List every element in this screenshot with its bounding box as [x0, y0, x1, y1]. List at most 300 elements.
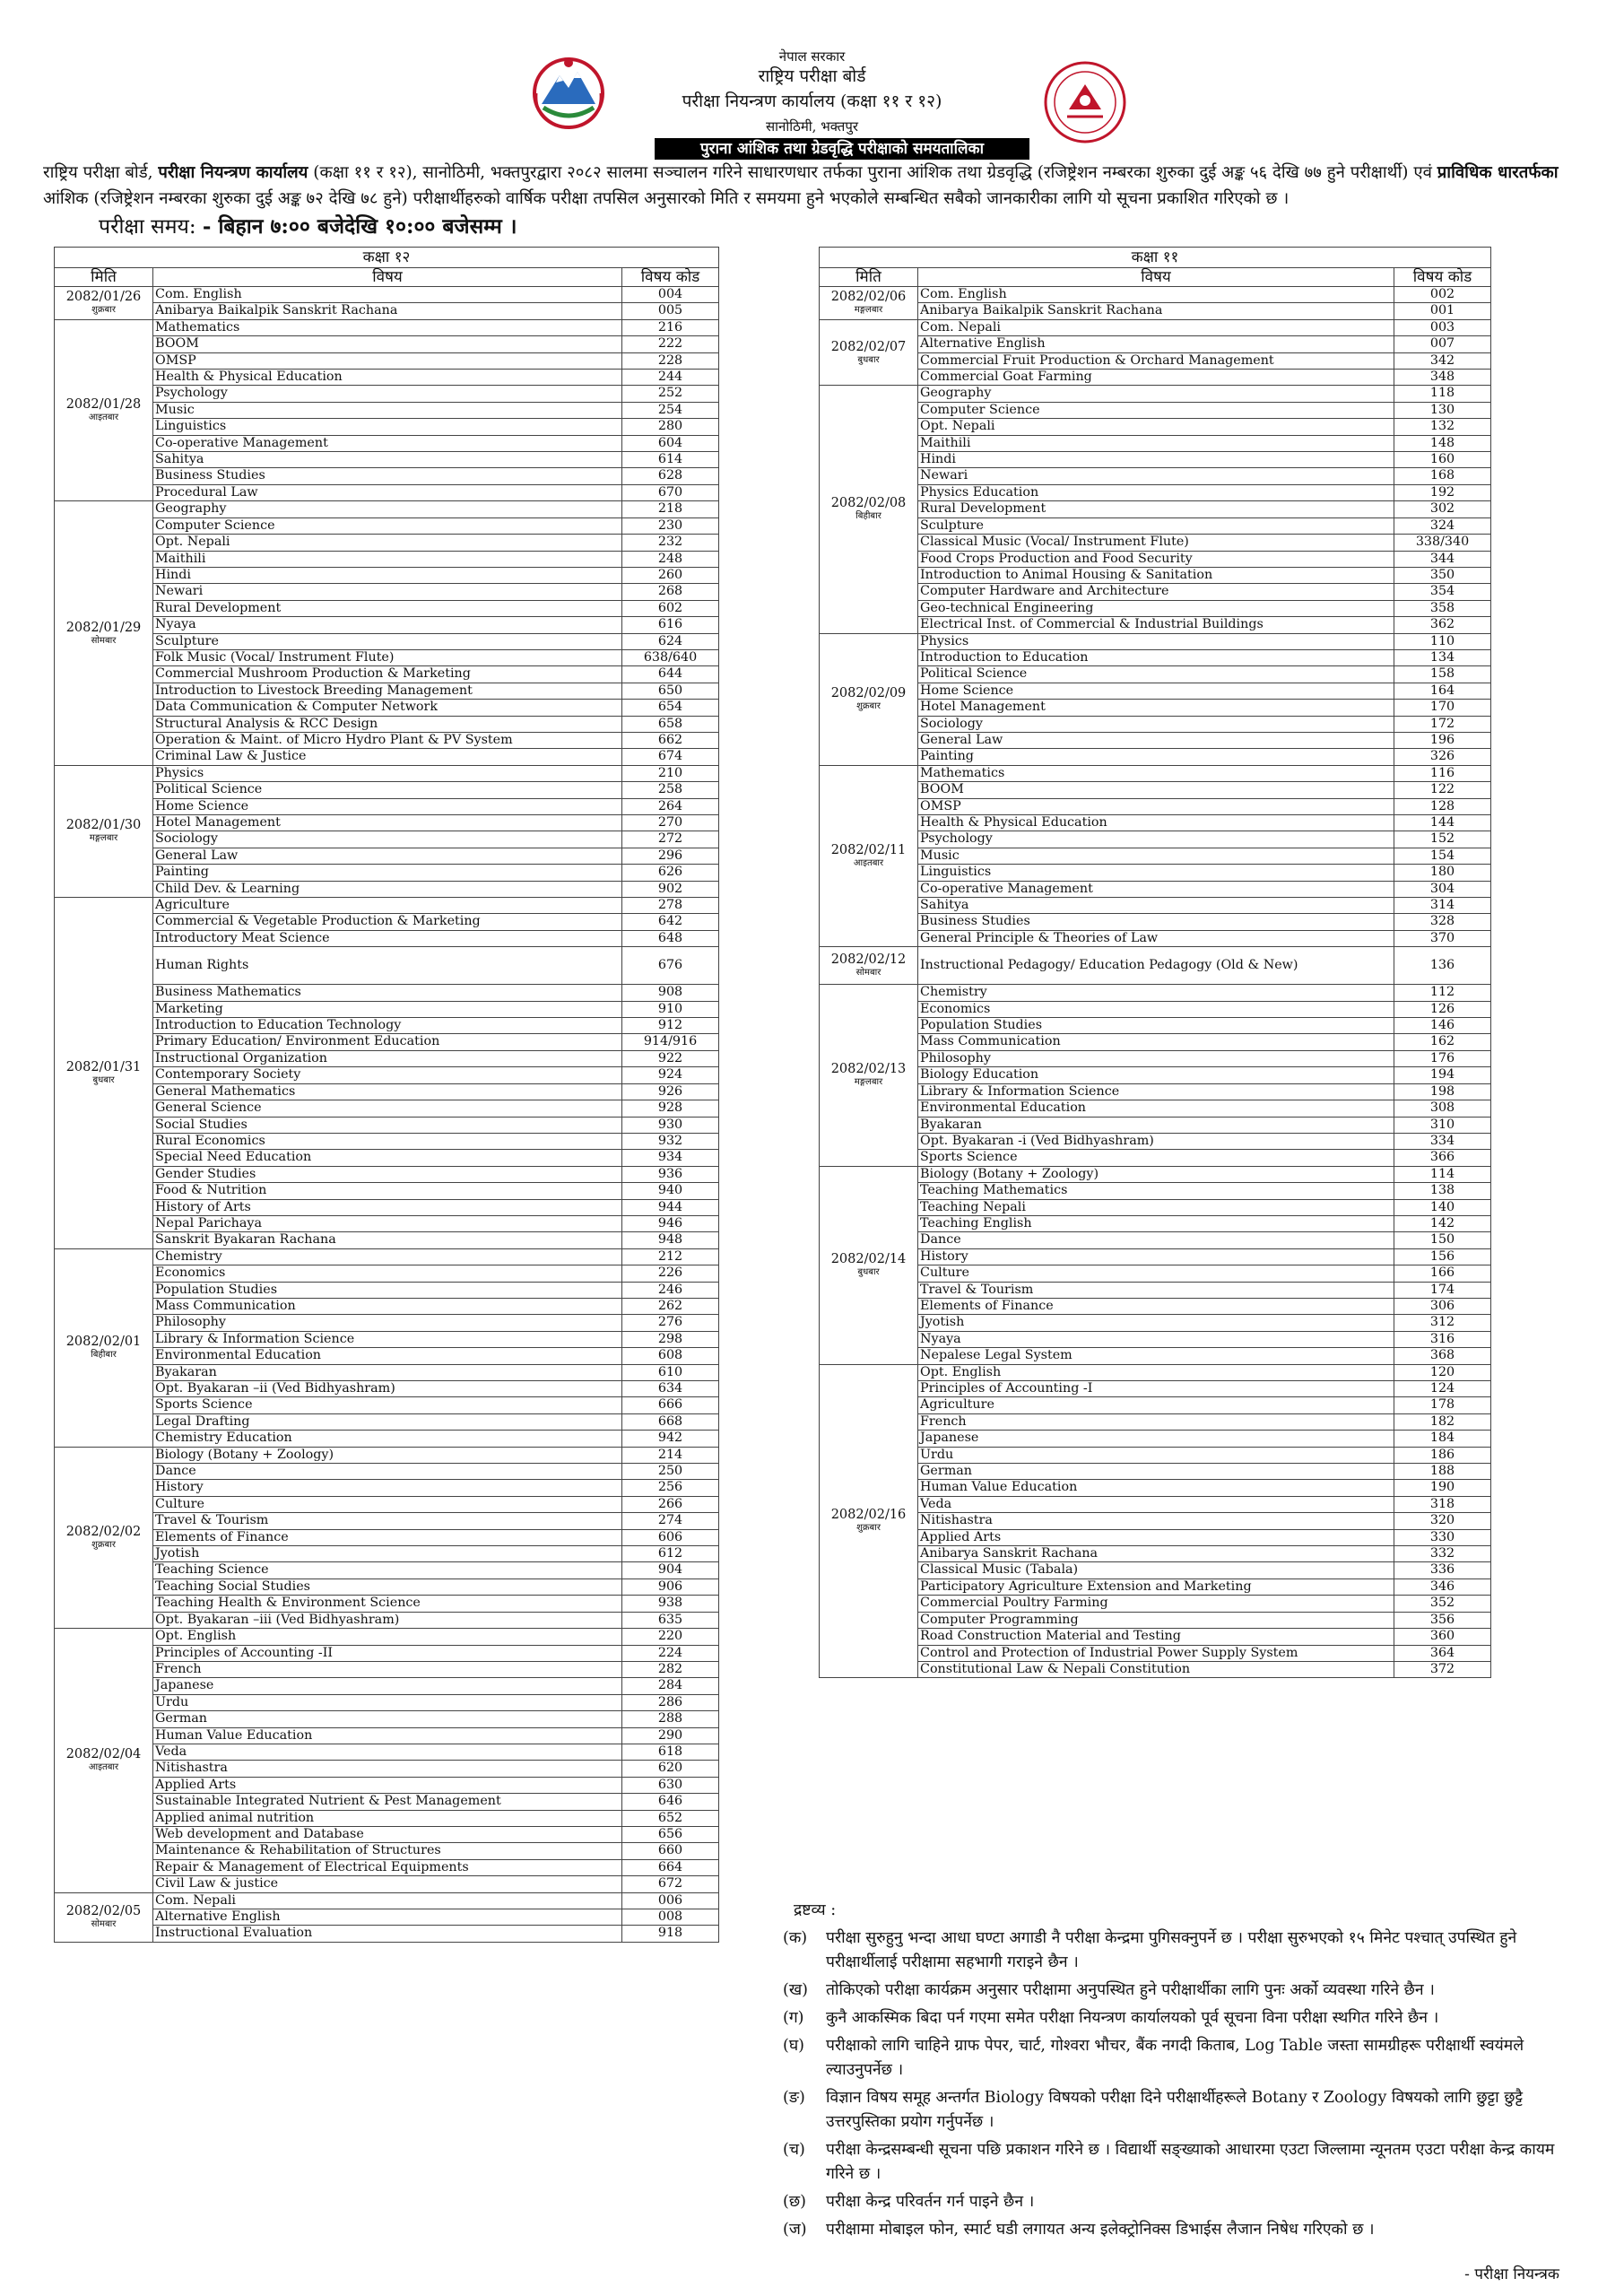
date-cell	[820, 633, 918, 765]
table-row	[820, 1612, 1491, 1628]
subject-cell: Teaching Health & Environment Science	[153, 1596, 622, 1612]
notes-section	[783, 1899, 1572, 2242]
table-row	[55, 1315, 719, 1331]
code-cell: 328	[1394, 914, 1491, 930]
code-cell: 326	[1394, 749, 1491, 765]
subject-cell: Mathematics	[153, 319, 622, 335]
subject-cell: Mass Communication	[153, 1298, 622, 1314]
code-cell: 902	[622, 881, 719, 897]
code-cell: 134	[1394, 649, 1491, 665]
table-row	[820, 468, 1491, 484]
code-cell: 648	[622, 930, 719, 946]
code-cell: 162	[1394, 1034, 1491, 1050]
weekday: मङ्गलबार	[89, 833, 118, 844]
code-cell: 136	[1394, 947, 1491, 985]
code-cell: 216	[622, 319, 719, 335]
note-label: (ङ)	[783, 2089, 805, 2107]
code-cell: 642	[622, 914, 719, 930]
table-row	[55, 1859, 719, 1875]
weekday: आइतबार	[88, 413, 119, 423]
table-row	[820, 633, 1491, 649]
code-cell: 222	[622, 336, 719, 352]
table-row	[820, 319, 1491, 335]
table-row	[55, 1678, 719, 1694]
code-cell: 928	[622, 1100, 719, 1117]
subject-cell: OMSP	[918, 798, 1394, 814]
subject-cell: Geography	[153, 501, 622, 517]
table-row	[55, 1578, 719, 1595]
code-cell: 602	[622, 600, 719, 616]
table-row	[55, 1744, 719, 1760]
subject-cell: Principles of Accounting -II	[153, 1645, 622, 1661]
code-cell: 003	[1394, 319, 1491, 335]
subject-cell: Sports Science	[153, 1397, 622, 1413]
code-cell: 334	[1394, 1133, 1491, 1149]
code-cell: 122	[1394, 782, 1491, 798]
code-cell: 346	[1394, 1578, 1491, 1595]
subject-cell: Maithili	[918, 435, 1394, 451]
subject-cell: Primary Education/ Environment Education	[153, 1034, 622, 1050]
code-cell: 150	[1394, 1232, 1491, 1248]
code-cell: 904	[622, 1562, 719, 1578]
subject-cell: Computer Science	[153, 517, 622, 534]
table-row	[55, 1050, 719, 1066]
subject-cell: Applied Arts	[918, 1529, 1394, 1545]
subject-cell: Hindi	[918, 452, 1394, 468]
note-label: (ख)	[783, 1981, 808, 1999]
subject-cell: Elements of Finance	[918, 1298, 1394, 1314]
code-cell: 922	[622, 1050, 719, 1066]
code-cell: 001	[1394, 303, 1491, 319]
code-cell: 672	[622, 1876, 719, 1892]
table-row	[55, 649, 719, 665]
code-cell: 324	[1394, 517, 1491, 534]
table-row	[820, 567, 1491, 583]
code-cell: 266	[622, 1496, 719, 1512]
subject-cell: Nitishastra	[918, 1513, 1394, 1529]
table-row	[820, 1464, 1491, 1480]
code-cell: 256	[622, 1480, 719, 1496]
table-row	[820, 617, 1491, 633]
code-cell: 250	[622, 1464, 719, 1480]
table-row	[55, 419, 719, 435]
table-row	[55, 1282, 719, 1298]
notes-heading: द्रष्टव्य :	[794, 1901, 837, 1919]
note-text: तोकिएको परीक्षा कार्यक्रम अनुसार परीक्षामा अनुपस्थित हुने परीक्षार्थीका लागि पुनः अर्को व्यवस्था गरिने छैन ।	[826, 1981, 1435, 1999]
subject-cell: Opt. Byakaran –iii (Ved Bidhyashram)	[153, 1612, 622, 1628]
exam-date: 2082/02/11	[830, 843, 907, 858]
subject-cell: Psychology	[918, 831, 1394, 848]
subject-cell: Painting	[153, 865, 622, 881]
subject-cell: Newari	[918, 468, 1394, 484]
table-row	[820, 1331, 1491, 1347]
table-row	[55, 732, 719, 748]
table-row	[820, 501, 1491, 517]
weekday: शुक्रबार	[856, 701, 881, 712]
subject-cell: Classical Music (Tabala)	[918, 1562, 1394, 1578]
weekday: आइतबार	[88, 1762, 119, 1773]
note-text: परीक्षामा मोबाइल फोन, स्मार्ट घडी लगायत अन्य इलेक्ट्रोनिक्स डिभाईस लैजान निषेध गरिएको छ ।	[826, 2221, 1375, 2239]
code-cell: 306	[1394, 1298, 1491, 1314]
code-cell: 180	[1394, 865, 1491, 881]
column-header-subject: विषय	[918, 268, 1394, 287]
table-row	[55, 798, 719, 814]
code-cell: 192	[1394, 484, 1491, 500]
code-cell: 198	[1394, 1083, 1491, 1100]
code-cell: 635	[622, 1612, 719, 1628]
code-cell: 264	[622, 798, 719, 814]
code-cell: 152	[1394, 831, 1491, 848]
code-cell: 370	[1394, 930, 1491, 946]
code-cell: 138	[1394, 1183, 1491, 1199]
table-row	[820, 535, 1491, 551]
code-cell: 120	[1394, 1364, 1491, 1380]
subject-cell: Anibarya Baikalpik Sanskrit Rachana	[153, 303, 622, 319]
subject-cell: Participatory Agriculture Extension and Marketing	[918, 1578, 1394, 1595]
code-cell: 910	[622, 1001, 719, 1017]
subject-cell: Com. English	[918, 287, 1394, 303]
table-row	[820, 765, 1491, 781]
code-cell: 336	[1394, 1562, 1491, 1578]
code-cell: 316	[1394, 1331, 1491, 1347]
subject-cell: Culture	[153, 1496, 622, 1512]
date-cell	[55, 1629, 153, 1893]
table-row	[55, 848, 719, 864]
column-header-code: विषय कोड	[622, 268, 719, 287]
table-row	[55, 700, 719, 716]
code-cell: 246	[622, 1282, 719, 1298]
subject-cell: Mass Communication	[918, 1034, 1394, 1050]
subject-cell: Co-operative Management	[918, 881, 1394, 897]
subject-cell: Health & Physical Education	[153, 370, 622, 386]
code-cell: 228	[622, 352, 719, 369]
subject-cell: Nitishastra	[153, 1761, 622, 1777]
subject-cell: Introductory Meat Science	[153, 930, 622, 946]
date-cell	[55, 765, 153, 897]
table-row	[55, 1133, 719, 1149]
code-cell: 148	[1394, 435, 1491, 451]
subject-cell: Civil Law & justice	[153, 1876, 622, 1892]
signature: - परीक्षा नियन्त्रक	[1464, 2266, 1559, 2283]
code-cell: 184	[1394, 1431, 1491, 1447]
exam-date: 2082/01/31	[65, 1059, 142, 1074]
table-row	[820, 985, 1491, 1001]
table-row	[55, 1496, 719, 1512]
table-row	[820, 287, 1491, 303]
table-row	[55, 501, 719, 517]
code-cell: 912	[622, 1018, 719, 1034]
code-cell: 668	[622, 1413, 719, 1430]
table-row	[820, 1298, 1491, 1314]
table-row	[55, 1034, 719, 1050]
subject-cell: Environmental Education	[918, 1100, 1394, 1117]
code-cell: 658	[622, 716, 719, 732]
table-row	[820, 749, 1491, 765]
code-cell: 314	[1394, 898, 1491, 914]
subject-cell: Chemistry Education	[153, 1431, 622, 1447]
code-cell: 630	[622, 1777, 719, 1793]
date-cell	[820, 765, 918, 946]
code-cell: 232	[622, 535, 719, 551]
subject-cell: Sahitya	[153, 452, 622, 468]
column-header-date: मिति	[820, 268, 918, 287]
code-cell: 918	[622, 1926, 719, 1942]
code-cell: 662	[622, 732, 719, 748]
subject-cell: Introduction to Education Technology	[153, 1018, 622, 1034]
code-cell: 274	[622, 1513, 719, 1529]
subject-cell: Data Communication & Computer Network	[153, 700, 622, 716]
table-row	[820, 435, 1491, 451]
code-cell: 214	[622, 1447, 719, 1463]
table-row	[55, 1546, 719, 1562]
exam-date: 2082/02/13	[830, 1062, 907, 1077]
table-row	[55, 1413, 719, 1430]
table-row	[55, 716, 719, 732]
code-cell: 126	[1394, 1001, 1491, 1017]
subject-cell: Linguistics	[153, 419, 622, 435]
code-cell: 178	[1394, 1397, 1491, 1413]
subject-cell: Hotel Management	[153, 815, 622, 831]
code-cell: 154	[1394, 848, 1491, 864]
code-cell: 296	[622, 848, 719, 864]
table-row	[820, 1018, 1491, 1034]
subject-cell: Veda	[918, 1496, 1394, 1512]
code-cell: 190	[1394, 1480, 1491, 1496]
subject-cell: Veda	[153, 1744, 622, 1760]
table-row	[55, 1018, 719, 1034]
subject-cell: Home Science	[153, 798, 622, 814]
grade12-schedule-table	[54, 247, 719, 1943]
subject-cell: Chemistry	[153, 1248, 622, 1265]
table-row	[55, 1926, 719, 1942]
subject-cell: Business Mathematics	[153, 985, 622, 1001]
code-cell: 110	[1394, 633, 1491, 649]
table-row	[55, 1215, 719, 1231]
code-cell: 660	[622, 1843, 719, 1859]
table-row	[820, 600, 1491, 616]
office-address: सानोठिमी, भक्तपुर	[765, 118, 859, 135]
table-row	[820, 303, 1491, 319]
code-cell: 230	[622, 517, 719, 534]
subject-cell: Nepalese Legal System	[918, 1348, 1394, 1364]
table-row	[55, 1876, 719, 1892]
table-row	[820, 1232, 1491, 1248]
table-row	[55, 517, 719, 534]
subject-cell: Travel & Tourism	[153, 1513, 622, 1529]
subject-cell: Travel & Tourism	[918, 1282, 1394, 1298]
table-row	[55, 1397, 719, 1413]
subject-cell: Constitutional Law & Nepali Constitution	[918, 1661, 1394, 1677]
subject-cell: Alternative English	[153, 1909, 622, 1926]
table-row	[55, 633, 719, 649]
table-row	[820, 732, 1491, 748]
table-row	[820, 1629, 1491, 1645]
code-cell: 318	[1394, 1496, 1491, 1512]
exam-date: 2082/02/01	[65, 1335, 142, 1350]
table-row	[55, 1083, 719, 1100]
subject-cell: Social Studies	[153, 1117, 622, 1133]
table-row	[820, 1133, 1491, 1149]
table-row	[55, 303, 719, 319]
office-title: परीक्षा नियन्त्रण कार्यालय (कक्षा ११ र १२)	[682, 91, 942, 111]
grade11-schedule-table	[819, 247, 1491, 1678]
code-cell: 320	[1394, 1513, 1491, 1529]
code-cell: 936	[622, 1166, 719, 1182]
table-row	[55, 386, 719, 402]
weekday: शुक्रबार	[91, 1539, 116, 1550]
weekday: बिहीबार	[91, 1350, 117, 1361]
table-row	[55, 1513, 719, 1529]
note-item	[783, 2218, 1572, 2242]
table-row	[820, 649, 1491, 665]
subject-cell: General Law	[918, 732, 1394, 748]
subject-cell: Maithili	[153, 551, 622, 567]
code-cell: 270	[622, 815, 719, 831]
table-row	[55, 370, 719, 386]
code-cell: 258	[622, 782, 719, 798]
table-row	[55, 749, 719, 765]
subject-cell: Opt. English	[153, 1629, 622, 1645]
note-label: (ज)	[783, 2221, 807, 2239]
exam-date: 2082/01/28	[65, 397, 142, 413]
table-row	[820, 1166, 1491, 1182]
table-row	[55, 1447, 719, 1463]
subject-cell: Alternative English	[918, 336, 1394, 352]
table-row	[820, 484, 1491, 500]
code-cell: 226	[622, 1265, 719, 1282]
code-cell: 350	[1394, 567, 1491, 583]
code-cell: 260	[622, 567, 719, 583]
note-item	[783, 2190, 1572, 2214]
date-cell	[820, 287, 918, 320]
subject-cell: Political Science	[918, 666, 1394, 683]
code-cell: 288	[622, 1711, 719, 1727]
weekday: बुधबार	[857, 1267, 880, 1278]
table-row	[55, 1248, 719, 1265]
code-cell: 666	[622, 1397, 719, 1413]
subject-cell: Physics	[918, 633, 1394, 649]
subject-cell: Hotel Management	[918, 700, 1394, 716]
exam-date: 2082/02/09	[830, 686, 907, 701]
code-cell: 940	[622, 1183, 719, 1199]
table-row	[55, 985, 719, 1001]
code-cell: 170	[1394, 700, 1491, 716]
table-row	[820, 1001, 1491, 1017]
code-cell: 624	[622, 633, 719, 649]
subject-cell: Home Science	[918, 683, 1394, 699]
code-cell: 146	[1394, 1018, 1491, 1034]
table-row	[820, 1083, 1491, 1100]
code-cell: 608	[622, 1348, 719, 1364]
table-row	[820, 551, 1491, 567]
code-cell: 244	[622, 370, 719, 386]
subject-cell: Food Crops Production and Food Security	[918, 551, 1394, 567]
subject-cell: German	[153, 1711, 622, 1727]
code-cell: 634	[622, 1381, 719, 1397]
subject-cell: Sculpture	[918, 517, 1394, 534]
code-cell: 362	[1394, 617, 1491, 633]
subject-cell: Health & Physical Education	[918, 815, 1394, 831]
code-cell: 272	[622, 831, 719, 848]
code-cell: 654	[622, 700, 719, 716]
table-row	[55, 1348, 719, 1364]
exam-date: 2082/02/08	[830, 496, 907, 511]
table-row	[820, 898, 1491, 914]
subject-cell: Opt. Nepali	[918, 419, 1394, 435]
note-label: (ग)	[783, 2009, 804, 2027]
subject-cell: Web development and Database	[153, 1826, 622, 1842]
code-cell: 212	[622, 1248, 719, 1265]
exam-date: 2082/02/06	[830, 290, 907, 305]
table-row	[55, 1480, 719, 1496]
code-cell: 652	[622, 1810, 719, 1826]
table-row	[820, 1645, 1491, 1661]
table-row	[55, 336, 719, 352]
subject-cell: Anibarya Baikalpik Sanskrit Rachana	[918, 303, 1394, 319]
subject-cell: BOOM	[153, 336, 622, 352]
table-caption: कक्षा १२	[55, 248, 719, 268]
subject-cell: Physics Education	[918, 484, 1394, 500]
date-cell	[820, 386, 918, 633]
table-row	[55, 1183, 719, 1199]
code-cell: 172	[1394, 716, 1491, 732]
table-row	[820, 1480, 1491, 1496]
column-header-date: मिति	[55, 268, 153, 287]
table-row	[55, 1298, 719, 1314]
code-cell: 194	[1394, 1067, 1491, 1083]
subject-cell: Nepal Parichaya	[153, 1215, 622, 1231]
code-cell: 130	[1394, 402, 1491, 418]
table-row	[55, 1431, 719, 1447]
subject-cell: Commercial & Vegetable Production & Marketing	[153, 914, 622, 930]
code-cell: 174	[1394, 1282, 1491, 1298]
code-cell: 254	[622, 402, 719, 418]
table-row	[55, 1166, 719, 1182]
subject-cell: Food & Nutrition	[153, 1183, 622, 1199]
subject-cell: General Mathematics	[153, 1083, 622, 1100]
subject-cell: Chemistry	[918, 985, 1394, 1001]
code-cell: 262	[622, 1298, 719, 1314]
date-cell	[55, 319, 153, 500]
code-cell: 210	[622, 765, 719, 781]
code-cell: 304	[1394, 881, 1491, 897]
subject-cell: Jyotish	[153, 1546, 622, 1562]
table-row	[55, 898, 719, 914]
code-cell: 166	[1394, 1265, 1491, 1282]
subject-cell: Folk Music (Vocal/ Instrument Flute)	[153, 649, 622, 665]
table-row	[55, 352, 719, 369]
code-cell: 670	[622, 484, 719, 500]
table-row	[820, 517, 1491, 534]
exam-date: 2082/02/04	[65, 1747, 142, 1762]
subject-cell: Introduction to Education	[918, 649, 1394, 665]
table-row	[820, 1513, 1491, 1529]
subject-cell: Com. English	[153, 287, 622, 303]
gov-title: नेपाल सरकार	[778, 48, 846, 65]
table-row	[820, 1034, 1491, 1050]
table-row	[55, 1596, 719, 1612]
exam-date: 2082/02/05	[65, 1904, 142, 1919]
code-cell: 644	[622, 666, 719, 683]
subject-cell: Applied animal nutrition	[153, 1810, 622, 1826]
subject-cell: Geography	[918, 386, 1394, 402]
subject-cell: Sahitya	[918, 898, 1394, 914]
table-row	[820, 848, 1491, 864]
table-row	[55, 584, 719, 600]
subject-cell: Sanskrit Byakaran Rachana	[153, 1232, 622, 1248]
code-cell: 368	[1394, 1348, 1491, 1364]
subject-cell: Environmental Education	[153, 1348, 622, 1364]
